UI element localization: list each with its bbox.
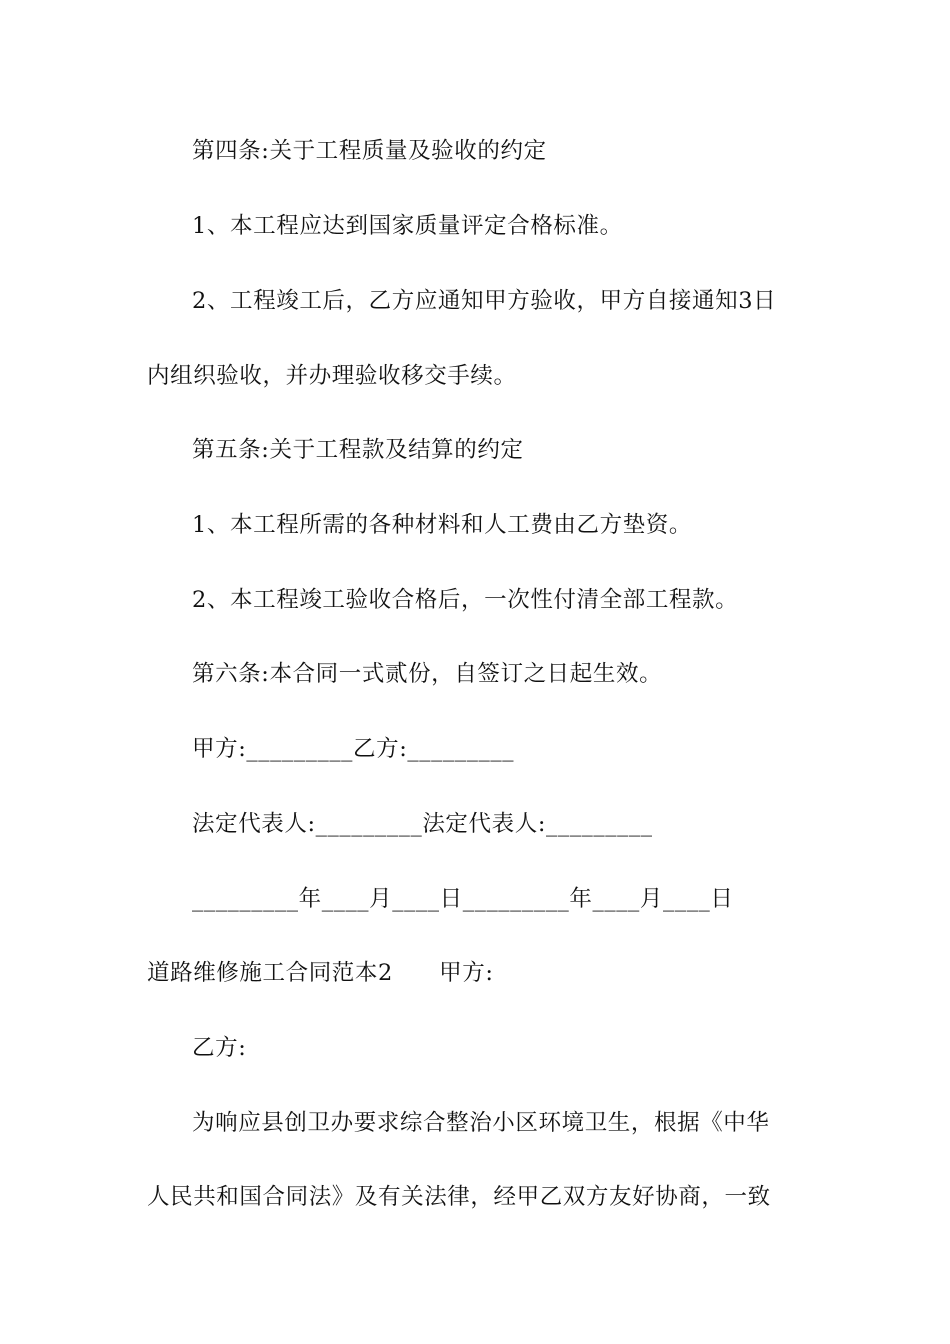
representative-signature-line: 法定代表人:_________法定代表人:_________ [192,811,653,837]
article-5-clause-1: 1、本工程所需的各种材料和人工费由乙方垫资。 [192,512,693,538]
article-5-heading: 第五条:关于工程款及结算的约定 [192,437,524,463]
article-4-clause-2: 2、工程竣工后，乙方应通知甲方验收，甲方自接通知3日 [192,288,777,314]
date-line: _________年____月____日_________年____月____日 [192,886,734,912]
article-4-heading: 第四条:关于工程质量及验收的约定 [192,138,547,164]
party-b-label: 乙方: [192,1035,247,1061]
article-4-clause-1: 1、本工程应达到国家质量评定合格标准。 [192,213,623,239]
preamble-line-2: 人民共和国合同法》及有关法律，经甲乙双方友好协商，一致 [147,1184,771,1210]
article-6-text: 第六条:本合同一式贰份，自签订之日起生效。 [192,661,663,687]
preamble-line-1: 为响应县创卫办要求综合整治小区环境卫生，根据《中华 [192,1110,770,1136]
article-5-clause-2: 2、本工程竣工验收合格后，一次性付清全部工程款。 [192,587,739,613]
contract-2-title: 道路维修施工合同范本2 甲方: [147,960,494,986]
article-4-clause-2-cont: 内组织验收，并办理验收移交手续。 [147,363,517,389]
party-signature-line: 甲方:_________乙方:_________ [192,736,515,762]
